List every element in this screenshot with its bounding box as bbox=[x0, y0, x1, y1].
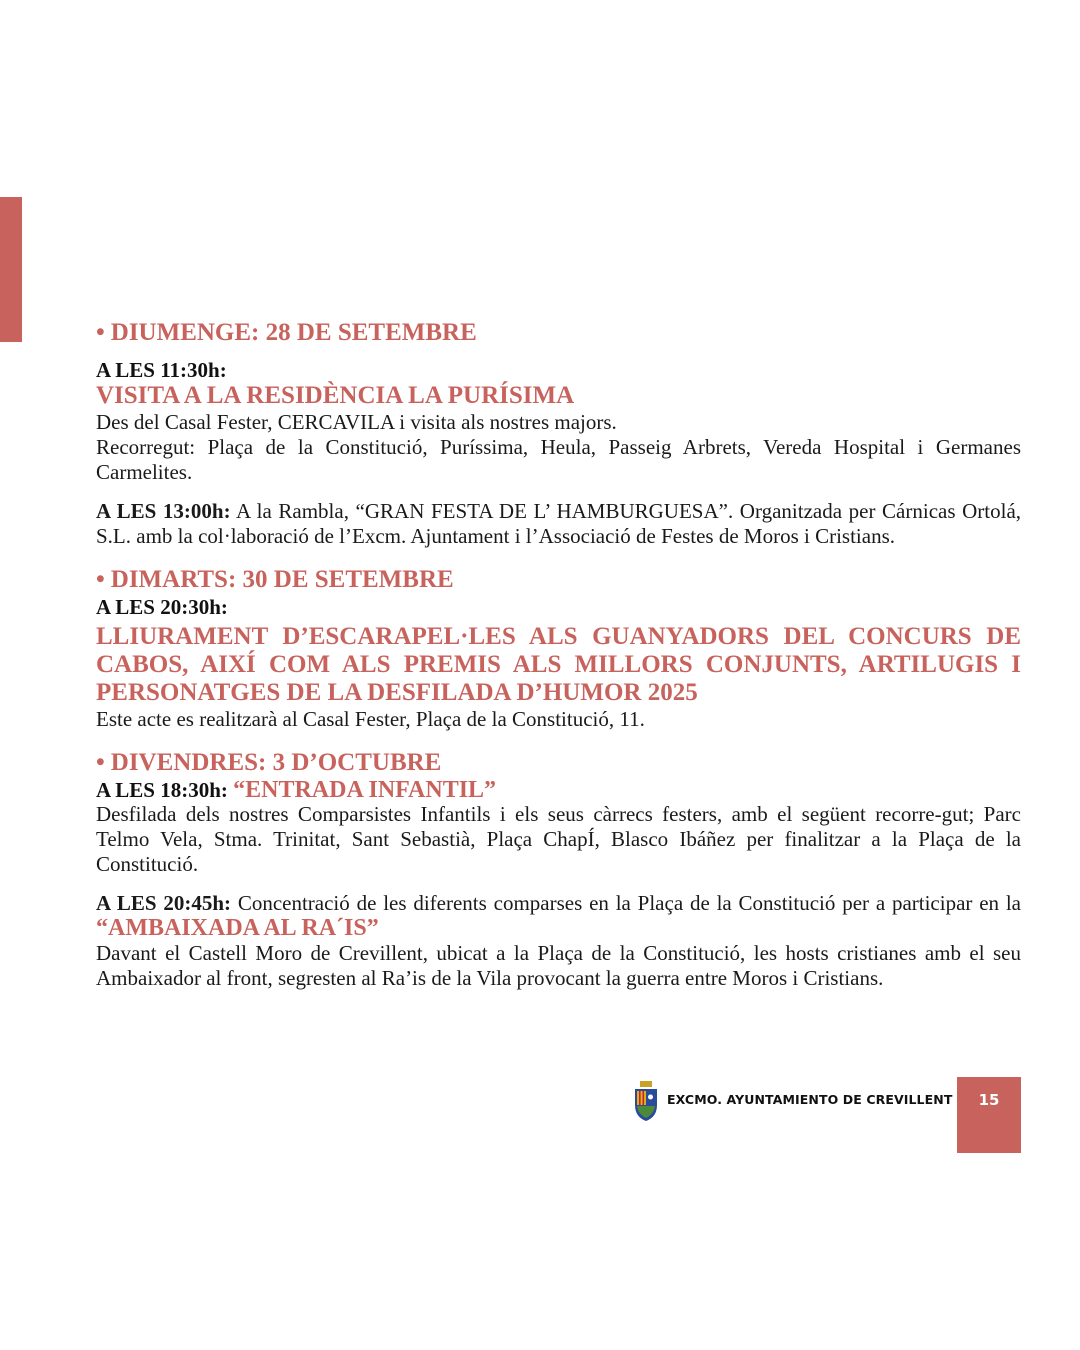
event-paragraph: A LES 13:00h: A la Rambla, “GRAN FESTA DE L’ HAMBURGUESA”. Organitzada per Cárnicas Ortolá, S.L. amb la col·laboració de l’Excm. Ajuntament i l’Associació de Festes de Moros i Cristians. bbox=[96, 499, 1022, 548]
event-time: A LES 20:45h: bbox=[96, 891, 231, 915]
event-title: LLIURAMENT D’ESCARAPEL·LES ALS GUANYADORS DEL CONCURS DE CABOS, AIXÍ COM ALS PREMIS ALS MILLORS CONJUNTS, ARTILUGIS I PERSONATGES DE LA DESFILADA D’HUMOR 2025 bbox=[96, 623, 1021, 706]
day-heading: • DIMARTS: 30 DE SETEMBRE bbox=[96, 566, 454, 593]
event-title: “AMBAIXADA AL RA´IS” bbox=[96, 915, 379, 941]
page-number: 15 bbox=[957, 1077, 1021, 1153]
event-route: Recorregut: Plaça de la Constitució, Puríssima, Heula, Passeig Arbrets, Vereda Hospital i Germanes Carmelites. bbox=[96, 435, 1021, 484]
event-time: A LES 20:30h: bbox=[96, 595, 228, 619]
side-accent-tab bbox=[0, 197, 22, 342]
event-time: A LES 13:00h: bbox=[96, 499, 231, 523]
page-footer bbox=[633, 1077, 1021, 1153]
event-title: VISITA A LA RESIDÈNCIA LA PURÍSIMA bbox=[96, 382, 575, 409]
event-description: Este acte es realitzarà al Casal Fester, Plaça de la Constitució, 11. bbox=[96, 707, 645, 731]
day-heading: • DIUMENGE: 28 DE SETEMBRE bbox=[96, 319, 477, 346]
event-time: A LES 11:30h: bbox=[96, 358, 227, 382]
event-paragraph: A LES 20:45h: Concentració de les diferents comparses en la Plaça de la Constitució per a participar en la “AMBAIXADA AL RA´IS” bbox=[96, 891, 1021, 941]
event-description: Davant el Castell Moro de Crevillent, ubicat a la Plaça de la Constitució, les hosts cristianes amb el seu Ambaixador al front, segresten al Ra’is de la Vila provocant la guerra entre Moros i Cristians. bbox=[96, 941, 1021, 990]
event-description: Desfilada dels nostres Comparsistes Infantils i els seus càrrecs festers, amb el següent recorre-gut; Parc Telmo Vela, Stma. Trinitat, Sant Sebastià, Plaça ChapÍ, Blasco Ibáñez per finalitzar a la Plaça de la Constitució. bbox=[96, 802, 1021, 876]
day-heading: • DIVENDRES: 3 D’OCTUBRE bbox=[96, 749, 442, 776]
coat-of-arms-icon bbox=[633, 1081, 659, 1121]
event-description: Des del Casal Fester, CERCAVILA i visita als nostres majors. bbox=[96, 410, 617, 434]
event-time-line: A LES 18:30h: “ENTRADA INFANTIL” bbox=[96, 777, 497, 803]
event-title: “ENTRADA INFANTIL” bbox=[233, 777, 497, 803]
organization-name: EXCMO. AYUNTAMIENTO DE CREVILLENT bbox=[667, 1092, 953, 1107]
program-content bbox=[96, 318, 1021, 991]
